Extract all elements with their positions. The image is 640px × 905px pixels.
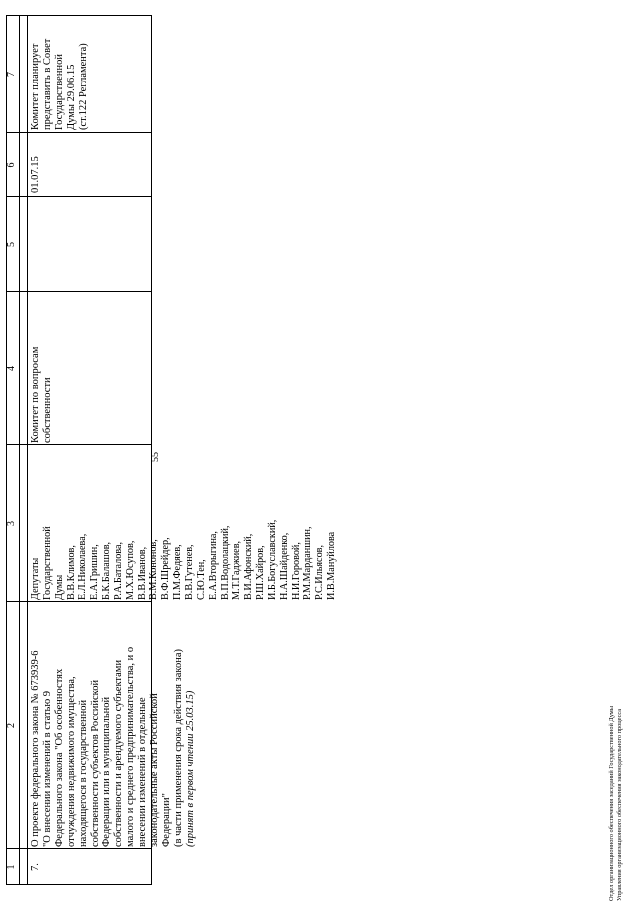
bill-title-line: Федерального закона "Об особенностях bbox=[53, 668, 65, 847]
bill-title-line: законодательные акты Российской bbox=[149, 693, 161, 847]
author-line: В.В.Иванов, bbox=[136, 546, 148, 600]
table-header-rule bbox=[19, 15, 20, 885]
column-number-5: 5 bbox=[6, 242, 17, 247]
bill-title-line: внесении изменений в отдельные bbox=[137, 697, 149, 847]
table-col-divider bbox=[6, 444, 152, 445]
bill-title-line: находящегося в государственной bbox=[77, 699, 89, 847]
committee-cell bbox=[30, 347, 54, 443]
author-line: Р.Ш.Хайров, bbox=[255, 545, 267, 600]
bill-title-line: собственности и арендуемого субъектами bbox=[113, 659, 125, 847]
author-line: Р.М.Марданшин, bbox=[302, 526, 314, 600]
table-col-divider bbox=[6, 15, 152, 16]
bill-title-cell bbox=[30, 647, 197, 847]
column-number-1: 1 bbox=[6, 864, 17, 870]
author-line: В.П.Водолацкий, bbox=[219, 525, 231, 600]
bill-title-line: отчуждения недвижимого имущества, bbox=[65, 676, 77, 847]
table-row-rule bbox=[27, 15, 28, 885]
author-line: И.Б.Богуславский, bbox=[266, 519, 278, 600]
page-footer bbox=[608, 706, 624, 901]
author-line: Думы bbox=[53, 574, 65, 600]
author-line: В.М.Кононов, bbox=[148, 539, 160, 600]
author-line: Е.Л.Николаева, bbox=[77, 533, 89, 600]
author-line: Государственной bbox=[41, 526, 53, 600]
column-number-3: 3 bbox=[6, 521, 17, 526]
author-line: Р.А.Баталова, bbox=[112, 541, 124, 600]
bill-title-line: малого и среднего предпринимательства, и о bbox=[125, 646, 137, 847]
author-line: В.Ф.Шрейдер, bbox=[160, 537, 172, 600]
author-line: В.И.Афонский, bbox=[243, 533, 255, 600]
table-col-divider bbox=[6, 132, 152, 133]
table-col-divider bbox=[6, 196, 152, 197]
committee-line: Комитет по вопросам bbox=[30, 346, 41, 443]
bill-title-line: О проекте федерального закона № 673939-6 bbox=[30, 650, 41, 847]
table-col-divider bbox=[6, 291, 152, 292]
column-number-4: 4 bbox=[6, 366, 17, 371]
author-line: Е.А.Вторыгина, bbox=[207, 531, 219, 600]
footer-line: Отдел организационного обеспечения заседаний Государственной Думы bbox=[608, 706, 615, 901]
committee-line: собственности bbox=[41, 377, 53, 443]
table-col-divider bbox=[6, 884, 152, 885]
author-line: Н.А.Шайденко, bbox=[278, 532, 290, 600]
column-number-6: 6 bbox=[6, 162, 17, 168]
row-number: 7. bbox=[30, 863, 41, 871]
author-line: С.Ю.Тен, bbox=[195, 559, 207, 600]
author-line: М.Т.Гаджиев, bbox=[231, 540, 243, 600]
plan-line: представить в Совет bbox=[41, 38, 53, 130]
author-line: В.В.Гутенев, bbox=[183, 544, 195, 600]
author-line: Депутаты bbox=[30, 557, 41, 600]
author-line: И.В.Мануйлова bbox=[326, 531, 338, 600]
author-line: П.М.Федяев, bbox=[172, 544, 184, 600]
bill-title-line: Федерации или в муниципальной bbox=[101, 696, 113, 847]
page-number: 55 bbox=[150, 452, 161, 462]
table-col-divider bbox=[6, 601, 152, 602]
plan-line: Комитет планирует bbox=[30, 43, 41, 130]
table-col-divider bbox=[6, 848, 152, 849]
first-reading-note: (принят в первом чтении 25.03.15) bbox=[184, 690, 196, 847]
footer-line: Управления организационного обеспечения законодательного процесса bbox=[616, 708, 623, 901]
plan-line: Государственной bbox=[53, 54, 65, 130]
author-line: Р.С.Ильясов, bbox=[314, 544, 326, 600]
column-number-7: 7 bbox=[6, 72, 17, 77]
bill-title-line: собственности субъектов Российской bbox=[89, 679, 101, 847]
plan-line: Думы 29.06.15 bbox=[65, 64, 77, 130]
date-cell: 01.07.15 bbox=[30, 156, 41, 193]
plan-line: (ст.122 Регламента) bbox=[77, 43, 89, 130]
author-line: В.В.Климов, bbox=[65, 545, 77, 600]
bill-title-line: "О внесении изменений в статью 9 bbox=[41, 690, 53, 847]
plan-cell bbox=[30, 39, 90, 130]
author-line: Е.А.Гришин, bbox=[89, 544, 101, 600]
column-number-2: 2 bbox=[6, 723, 17, 728]
author-line: Н.И.Горовой, bbox=[290, 542, 302, 600]
bill-title-line: Федерации" bbox=[160, 793, 172, 847]
authors-cell bbox=[30, 520, 338, 600]
author-line: Б.К.Балашов, bbox=[101, 541, 113, 600]
bill-title-line: (в части применения срока действия закона) bbox=[172, 649, 184, 847]
author-line: М.Х.Юсупов, bbox=[124, 540, 136, 600]
